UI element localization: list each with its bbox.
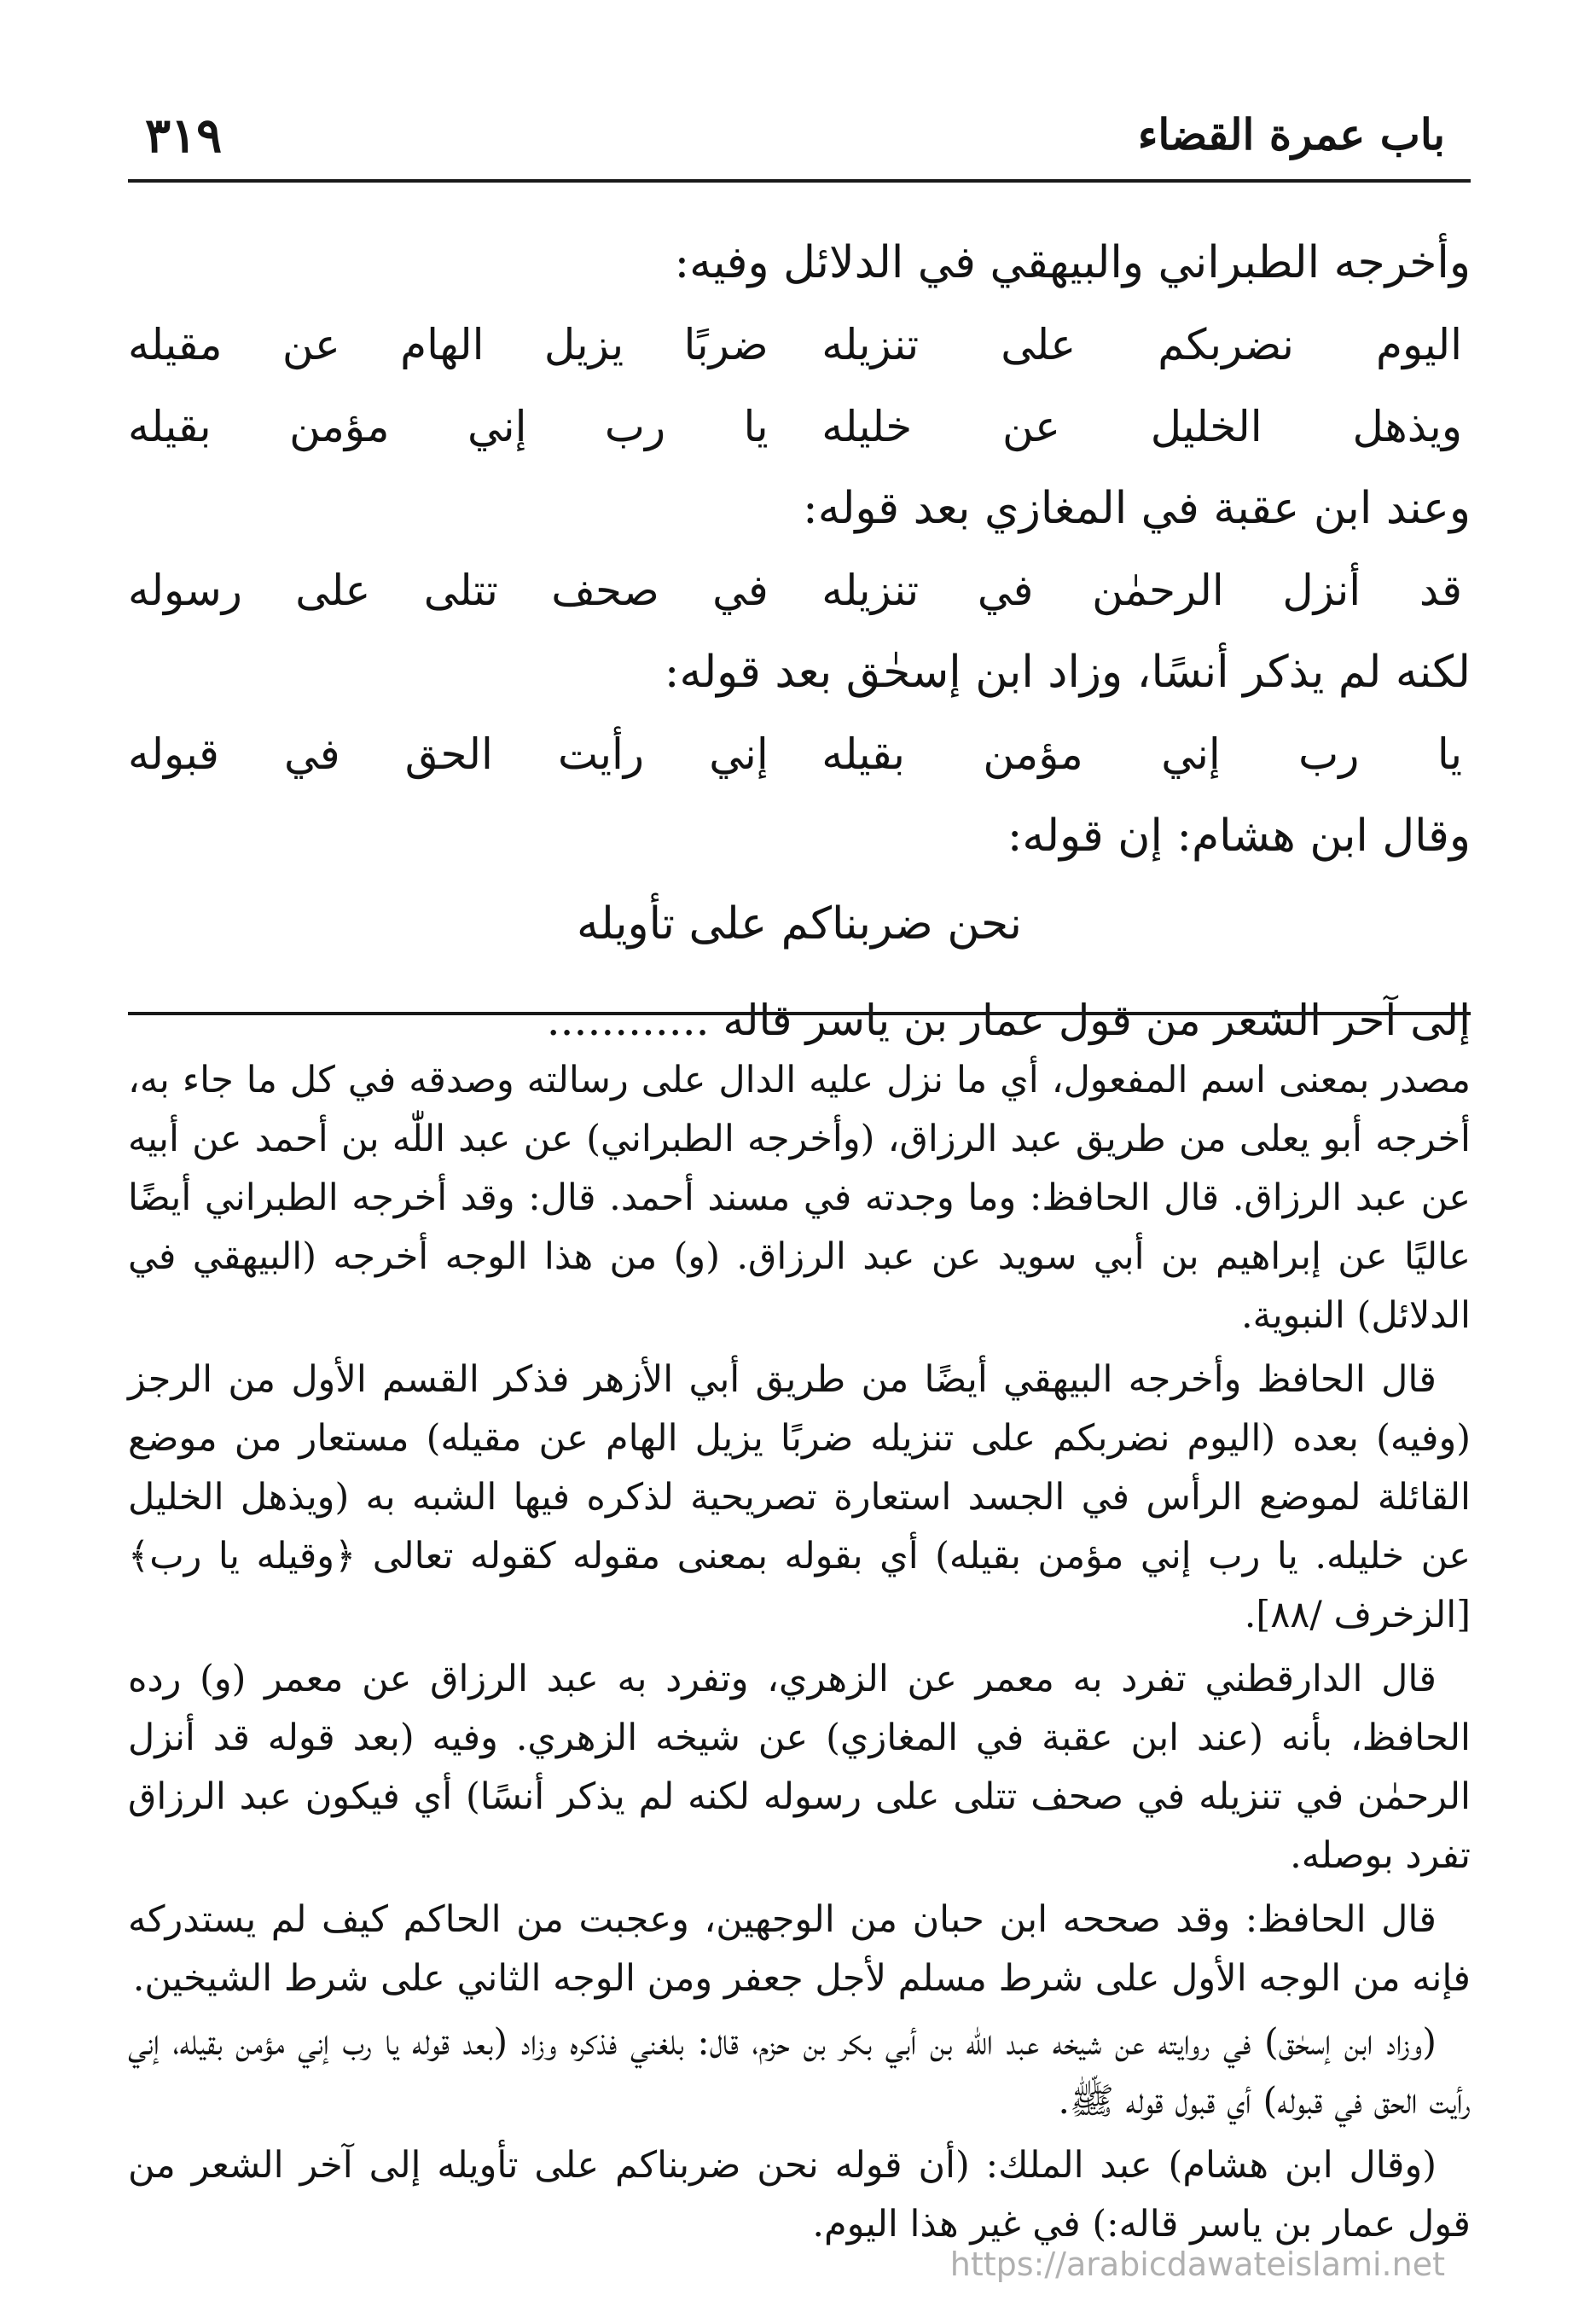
centered-verse: نحن ضربناكم على تأويله xyxy=(576,898,1022,950)
verse-hemistich: ويذهل الخليل عن خليله xyxy=(821,402,1462,451)
verse-hemistich: في صحف تتلى على رسوله xyxy=(128,566,769,615)
verse-line xyxy=(128,304,1471,386)
text-line: وأخرجه الطبراني والبيهقي في الدلائل وفيه: xyxy=(674,237,1471,288)
ellipsis-dots: ............ xyxy=(546,996,710,1045)
verse-line xyxy=(128,386,1471,468)
commentary-paragraph: (وقال ابن هشام) عبد الملك: (أن قوله نحن ضربناكم على تأويله إلى آخر الشعر من قول عمار بن ياسر قاله:) في غير هذا اليوم. xyxy=(128,2144,1471,2246)
text-line: وقال ابن هشام: إن قوله: xyxy=(1007,810,1471,862)
section-divider xyxy=(128,1012,1471,1015)
verse-line xyxy=(128,549,1471,631)
verse-hemistich: اليوم نضربكم على تنزيله xyxy=(821,320,1462,369)
commentary-paragraph: قال الدارقطني تفرد به معمر عن الزهري، وتفرد به عبد الرزاق عن معمر (و) رده الحافظ، بأنه (عند ابن عقبة في المغازي) عن شيخه الزهري. وفيه (بعد قوله قد أنزل الرحمٰن في تنزيله في صحف تتلى على رسوله لكنه لم يذكر أنسًا) أي فيكون عبد الرزاق تفرد بوصله. xyxy=(128,1658,1471,1877)
text-line xyxy=(128,979,1471,1061)
verse-hemistich: قد أنزل الرحمٰن في تنزيله xyxy=(821,566,1462,615)
main-text xyxy=(128,222,1471,1061)
commentary-paragraph: قال الحافظ: وقد صححه ابن حبان من الوجهين، وعجبت من الحاكم كيف لم يستدركه فإنه من الوجه الأول على شرط مسلم لأجل جعفر ومن الوجه الثاني على شرط الشيخين. xyxy=(128,1898,1471,2000)
chapter-title: باب عمرة القضاء xyxy=(1137,109,1445,160)
verse-hemistich: يا رب إني مؤمن بقيله xyxy=(128,402,769,451)
verse-hemistich: يا رب إني مؤمن بقيله xyxy=(821,729,1462,779)
watermark-url: https://arabicdawateislami.net xyxy=(949,2246,1445,2283)
verse-hemistich: إني رأيت الحق في قبوله xyxy=(128,729,769,779)
text-line: لكنه لم يذكر أنسًا، وزاد ابن إسحٰق بعد قوله: xyxy=(664,647,1471,698)
page-number: ٣١٩ xyxy=(145,107,223,164)
page-header xyxy=(128,101,1471,183)
text-line: وعند ابن عقبة في المغازي بعد قوله: xyxy=(803,483,1471,534)
verse-line xyxy=(128,713,1471,795)
commentary xyxy=(128,1051,1471,2259)
commentary-paragraph: (وزاد ابن إسحٰق) في روايته عن شيخه عبد اللّٰه بن أبي بكر بن حزم، قال: بلغني فذكره وزاد (بعد قوله يا رب إني مؤمن بقيله، إني رأيت الحق في قبوله) أي قبول قوله ﷺ. xyxy=(128,2021,1471,2123)
verse-hemistich: ضربًا يزيل الهام عن مقيله xyxy=(128,320,769,369)
text-segment: إلى آخر الشعر من قول عمار بن ياسر قاله xyxy=(723,996,1471,1045)
commentary-paragraph: قال الحافظ وأخرجه البيهقي أيضًا من طريق أبي الأزهر فذكر القسم الأول من الرجز (وفيه) بعده (اليوم نضربكم على تنزيله ضربًا يزيل الهام عن مقيله) مستعار من موضع القائلة لموضع الرأس في الجسد استعارة تصريحية لذكره فيها الشبه به (ويذهل الخليل عن خليله. يا رب إني مؤمن بقيله) أي بقوله بمعنى مقوله كقوله تعالى ﴿وقيله يا رب﴾ [الزخرف /٨٨]. xyxy=(128,1358,1471,1636)
commentary-paragraph: مصدر بمعنى اسم المفعول، أي ما نزل عليه الدال على رسالته وصدقه في كل ما جاء به، أخرجه أبو يعلى من طريق عبد الرزاق، (وأخرجه الطبراني) عن عبد اللّٰه بن أحمد عن أبيه عن عبد الرزاق. قال الحافظ: وما وجدته في مسند أحمد. قال: وقد أخرجه الطبراني أيضًا عاليًا عن إبراهيم بن أبي سويد عن عبد الرزاق. (و) من هذا الوجه أخرجه (البيهقي في الدلائل) النبوية. xyxy=(128,1059,1471,1337)
